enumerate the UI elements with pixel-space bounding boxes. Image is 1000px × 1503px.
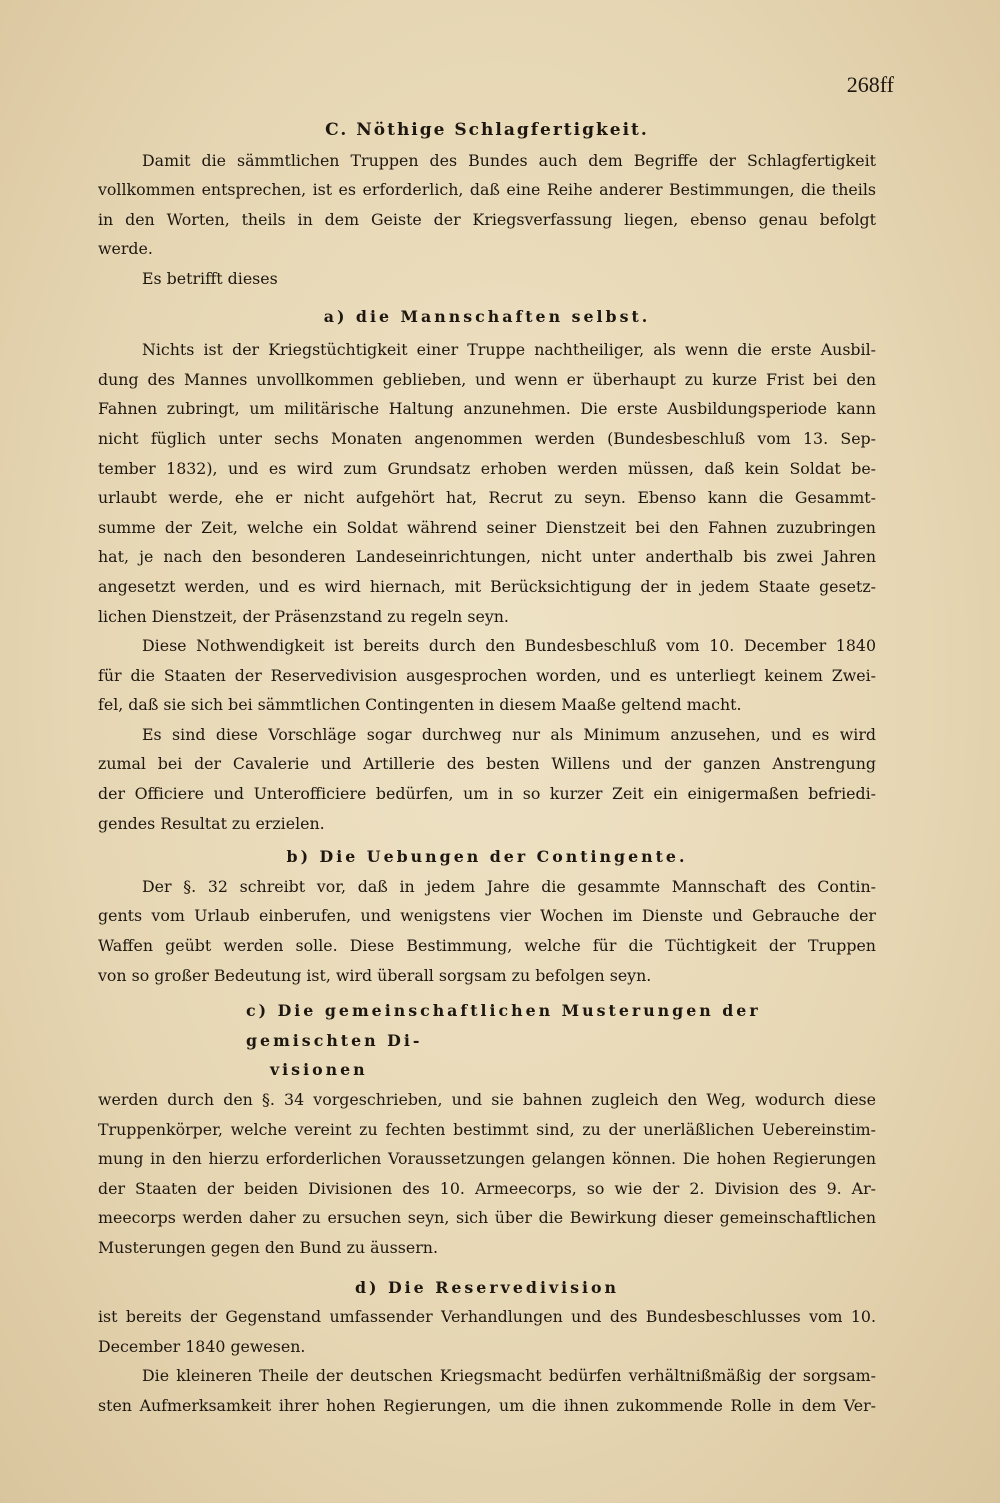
text-line: der Officiere und Unterofficiere bedürfen, um in so kurzer Zeit ein einigermaßen befriedi- [98,784,876,804]
text-line: tember 1832), und es wird zum Grundsatz erhoben werden müssen, daß kein Soldat be- [98,458,876,478]
subsection-a-title: a) die Mannschaften selbst. [323,306,651,326]
text-line: für die Staaten der Reservedivision ausgesprochen worden, und es unterliegt keinem Zwei- [98,665,876,685]
text-line: hat, je nach den besonderen Landeseinrichtungen, nicht unter anderthalb bis zwei Jahren [98,547,876,567]
text-line: Die kleineren Theile der deutschen Kriegsmacht bedürfen verhältnißmäßig der sorgsam- [142,1366,876,1386]
paragraph-d1 [98,1302,876,1361]
subsection-c-title-line1: c) Die gemeinschaftlichen Musterungen der gemischten Di- [246,1001,761,1050]
text-line: von so großer Bedeutung ist, wird überall sorgsam zu befolgen seyn. [98,965,652,985]
text-line: urlaubt werde, ehe er nicht aufgehört hat, Recrut zu seyn. Ebenso kann die Gesammt- [98,488,876,508]
paragraph-a3 [98,720,876,838]
body-text [98,116,876,1421]
text-line: Damit die sämmtlichen Truppen des Bundes auch dem Begriffe der Schlagfertigkeit [142,150,876,170]
subsection-c-title [98,996,876,1085]
text-line: der Staaten der beiden Divisionen des 10. Armeecorps, so wie der 2. Division des 9. Ar- [98,1178,876,1198]
subsection-b-title: b) Die Uebungen der Contingente. [286,847,688,867]
text-line: Truppenkörper, welche vereint zu fechten bestimmt sind, zu der unerläßlichen Uebereinstim- [98,1119,876,1139]
text-line: dung des Mannes unvollkommen geblieben, und wenn er überhaupt zu kurze Frist bei den [98,369,876,389]
paragraph-b [98,872,876,990]
text-line: Waffen geübt werden solle. Diese Bestimmung, welche für die Tüchtigkeit der Truppen [98,936,876,956]
paragraph-a1 [98,335,876,631]
text-line: werden durch den §. 34 vorgeschrieben, und sie bahnen zugleich den Weg, wodurch diese [98,1090,876,1109]
text-line: nicht füglich unter sechs Monaten angenommen werden (Bundesbeschluß vom 13. Sep- [98,428,876,448]
intro-paragraph [98,146,876,176]
text-line: mung in den hierzu erforderlichen Voraussetzungen gelangen können. Die hohen Regierungen [98,1149,876,1169]
text-line: gendes Resultat zu erzielen. [98,813,325,833]
text-line: meecorps werden daher zu ersuchen seyn, sich über die Bewirkung dieser gemeinschaftlichen [98,1208,876,1228]
text-line: angesetzt werden, und es wird hiernach, mit Berücksichtigung der in jedem Staate gesetz- [98,576,876,596]
text-line: Fahnen zubringt, um militärische Haltung anzunehmen. Die erste Ausbildungsperiode kann [98,399,876,419]
text-line: sten Aufmerksamkeit ihrer hohen Regierungen, um die ihnen zukommende Rolle in dem Ver- [98,1395,876,1415]
intro-paragraph-2: Es betrifft dieses [142,268,278,288]
text-line: Nichts ist der Kriegstüchtigkeit einer Truppe nachtheiliger, als wenn die erste Ausbil- [142,340,876,360]
text-line: ist bereits der Gegenstand umfassender Verhandlungen und des Bundesbeschlusses vom 10. [98,1307,876,1327]
text-line: Diese Nothwendigkeit ist bereits durch den Bundesbeschluß vom 10. December 1840 [142,636,876,656]
text-line: Musterungen gegen den Bund zu äussern. [98,1237,438,1257]
section-c-title: C. Nöthige Schlagfertigkeit. [325,120,649,140]
text-line: in den Worten, theils in dem Geiste der Kriegsverfassung liegen, ebenso genau befolgt [98,209,876,229]
text-line: lichen Dienstzeit, der Präsenzstand zu regeln seyn. [98,606,509,626]
paragraph-a2 [98,631,876,720]
paragraph-d2 [98,1361,876,1420]
text-line: fel, daß sie sich bei sämmtlichen Contingenten in diesem Maaße geltend macht. [98,695,742,715]
text-line: zumal bei der Cavalerie und Artillerie des besten Willens und der ganzen Anstrengung [98,754,876,774]
text-line: gents vom Urlaub einberufen, und wenigstens vier Wochen im Dienste und Gebrauche der [98,906,876,926]
subsection-c-title-line2: visionen [270,1060,368,1080]
page-number: 268ff [846,72,894,97]
text-line: Es sind diese Vorschläge sogar durchweg nur als Minimum anzusehen, und es wird [142,724,876,744]
text-line: vollkommen entsprechen, ist es erforderlich, daß eine Reihe anderer Bestimmungen, die theils [98,180,876,200]
text-line: werde. [98,239,153,259]
text-line: summe der Zeit, welche ein Soldat während seiner Dienstzeit bei den Fahnen zuzubringen [98,517,876,537]
intro-paragraph-cont [98,175,876,264]
text-line: Der §. 32 schreibt vor, daß in jedem Jahre die gesammte Mannschaft des Contin- [142,876,876,896]
subsection-d-title: d) Die Reservedivision [354,1277,620,1297]
text-line: December 1840 gewesen. [98,1336,306,1356]
paragraph-c [98,1085,876,1263]
